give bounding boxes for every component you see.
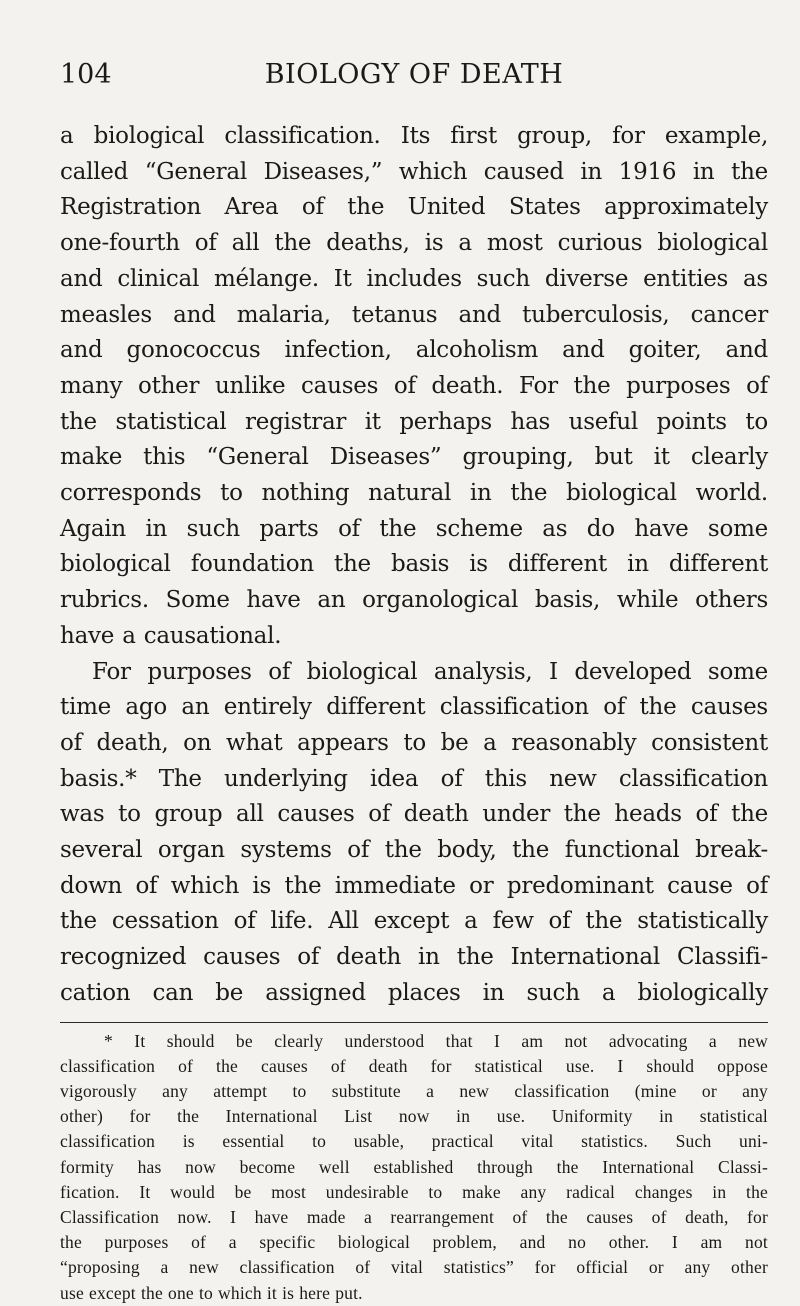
text-line: cation can be assigned places in such a biologically (60, 979, 768, 1006)
running-title: BIOLOGY OF DEATH (264, 59, 564, 90)
footnote-line: use except the one to which it is here put. (60, 1282, 363, 1303)
text-line: and gonococcus infection, alcoholism and goiter, and (60, 337, 768, 364)
text-line: Again in such parts of the scheme as do have some (60, 515, 768, 542)
text-line: time ago an entirely different classification of the causes (60, 694, 768, 721)
footnote-line: other) for the International List now in use. Uniformity in statistical (60, 1106, 768, 1127)
text-line: measles and malaria, tetanus and tuberculosis, cancer (60, 301, 768, 328)
text-line: of death, on what appears to be a reasonably consistent (60, 729, 768, 756)
text-line: many other unlike causes of death. For the purposes of (60, 372, 768, 399)
body-text (60, 119, 768, 1012)
footnote-line: vigorously any attempt to substitute a new classification (mine or any (60, 1080, 768, 1101)
text-line: biological foundation the basis is different in different (60, 551, 768, 578)
text-line: recognized causes of death in the International Classifi- (60, 944, 768, 971)
footnote-line: classification of the causes of death for statistical use. I should oppose (60, 1055, 768, 1076)
text-line: the cessation of life. All except a few of the statistically (60, 908, 768, 935)
text-line: For purposes of biological analysis, I developed some (92, 658, 768, 685)
text-line: make this “General Diseases” grouping, but it clearly (60, 444, 768, 471)
text-line: basis.* The underlying idea of this new classification (60, 765, 768, 792)
text-line: was to group all causes of death under the heads of the (60, 801, 768, 828)
text-line: rubrics. Some have an organological basis, while others (60, 587, 768, 614)
text-line: several organ systems of the body, the functional break- (60, 837, 768, 864)
footnote-line: the purposes of a specific biological problem, and no other. I am not (60, 1232, 768, 1253)
text-line: a biological classification. Its first group, for example, (60, 123, 768, 149)
text-line: the statistical registrar it perhaps has useful points to (60, 408, 768, 435)
text-line: corresponds to nothing natural in the biological world. (60, 480, 768, 507)
text-line: have a causational. (60, 622, 282, 649)
text-line: down of which is the immediate or predominant cause of (60, 872, 768, 899)
footnote (60, 1029, 768, 1306)
page-number: 104 (60, 59, 112, 90)
footnote-line: formity has now become well established through the International Classi- (60, 1156, 768, 1177)
text-line: Registration Area of the United States approximately (60, 194, 768, 221)
footnote-line: * It should be clearly understood that I am not advocating a new (104, 1030, 768, 1051)
footnote-line: “proposing a new classification of vital statistics” for official or any other (60, 1257, 768, 1278)
book-page (60, 50, 768, 1306)
footnote-line: classification is essential to usable, practical vital statistics. Such uni- (60, 1131, 768, 1152)
text-line: one-fourth of all the deaths, is a most curious biological (60, 230, 768, 257)
running-head (60, 50, 768, 100)
paragraph-1 (60, 119, 768, 655)
text-line: called “General Diseases,” which caused in 1916 in the (60, 158, 768, 185)
footnote-rule (60, 1022, 768, 1023)
footnote-line: Classification now. I have made a rearrangement of the causes of death, for (60, 1207, 768, 1227)
text-line: and clinical mélange. It includes such diverse entities as (60, 265, 768, 292)
footnote-line: fication. It would be most undesirable to make any radical changes in the (60, 1181, 768, 1202)
paragraph-2 (60, 655, 768, 1012)
